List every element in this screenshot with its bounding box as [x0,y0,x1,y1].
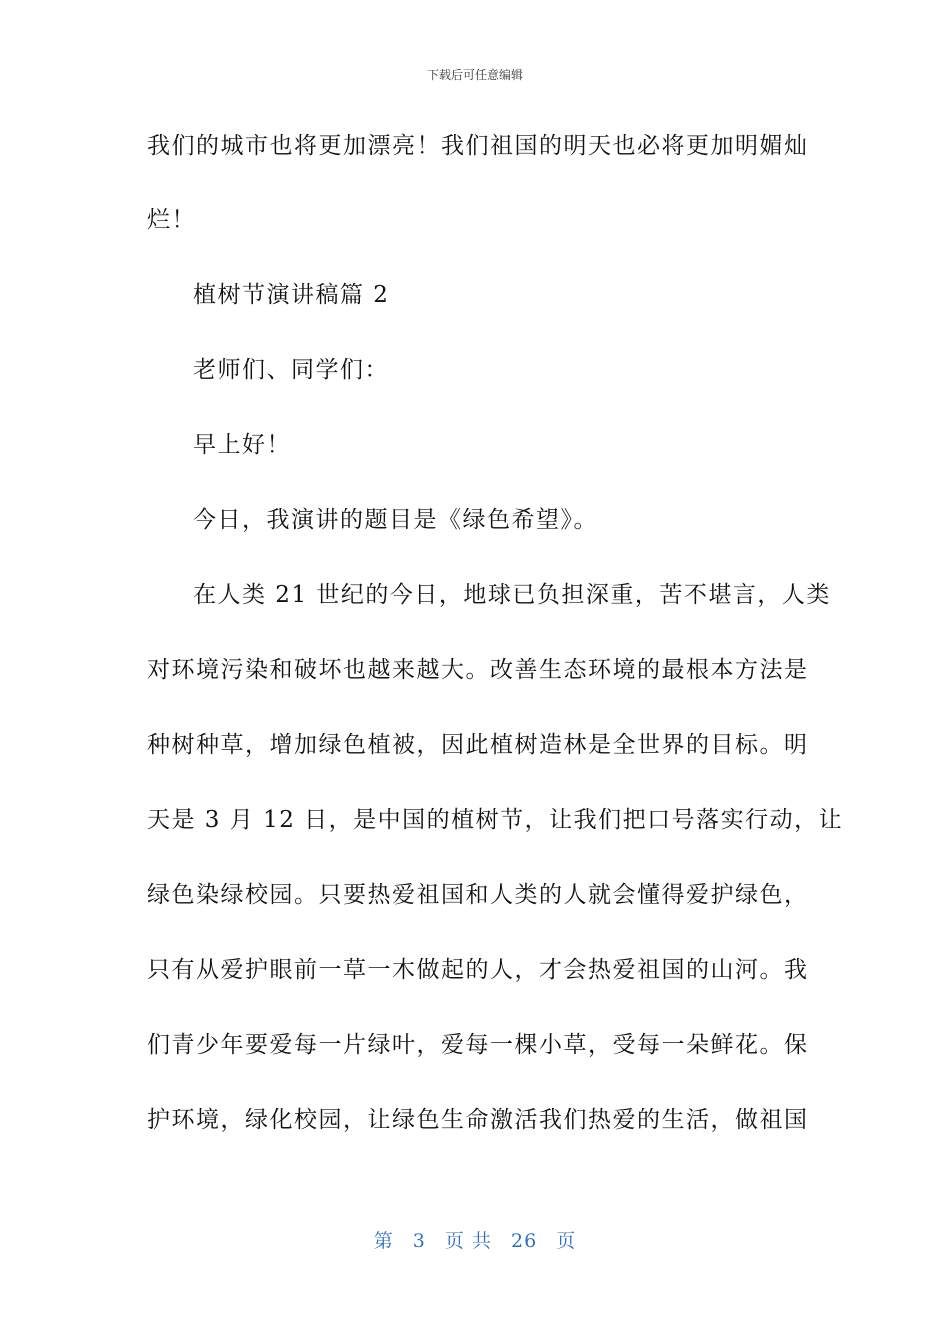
greeting-line: 老师们、同学们： [193,357,389,383]
greeting-line: 早上好！ [193,432,291,458]
text-line: 烂！ [147,207,196,233]
text-line: 只有从爱护眼前一草一木做起的人，才会热爱祖国的山河。我 [147,957,809,983]
footer-prefix: 第 [373,1230,394,1252]
text-line: 在人类 21 世纪的今日，地球已负担深重，苦不堪言，人类 [193,582,831,608]
footer-suffix: 页 [556,1230,577,1252]
text-line: 天是 3 月 12 日，是中国的植树节，让我们把口号落实行动，让 [147,807,844,833]
text-line: 们青少年要爱每一片绿叶，爱每一棵小草，受每一朵鲜花。保 [147,1032,809,1058]
section-heading: 植树节演讲稿篇 2 [193,282,390,308]
text-line: 对环境污染和破坏也越来越大。改善生态环境的最根本方法是 [147,657,809,683]
text-line: 今日，我演讲的题目是《绿色希望》。 [193,507,598,533]
text-line: 绿色染绿校园。只要热爱祖国和人类的人就会懂得爱护绿色， [147,882,809,908]
text-line: 我们的城市也将更加漂亮！我们祖国的明天也必将更加明媚灿 [147,133,809,159]
footer-middle: 页 共 [444,1230,492,1252]
total-page-count: 26 [511,1230,538,1252]
header-note: 下载后可任意编辑 [426,68,523,82]
text-line: 种树种草，增加绿色植被，因此植树造林是全世界的目标。明 [147,732,809,758]
current-page-number: 3 [412,1230,426,1252]
page-footer [0,1226,950,1253]
text-line: 护环境，绿化校园，让绿色生命激活我们热爱的生活，做祖国 [147,1107,809,1133]
